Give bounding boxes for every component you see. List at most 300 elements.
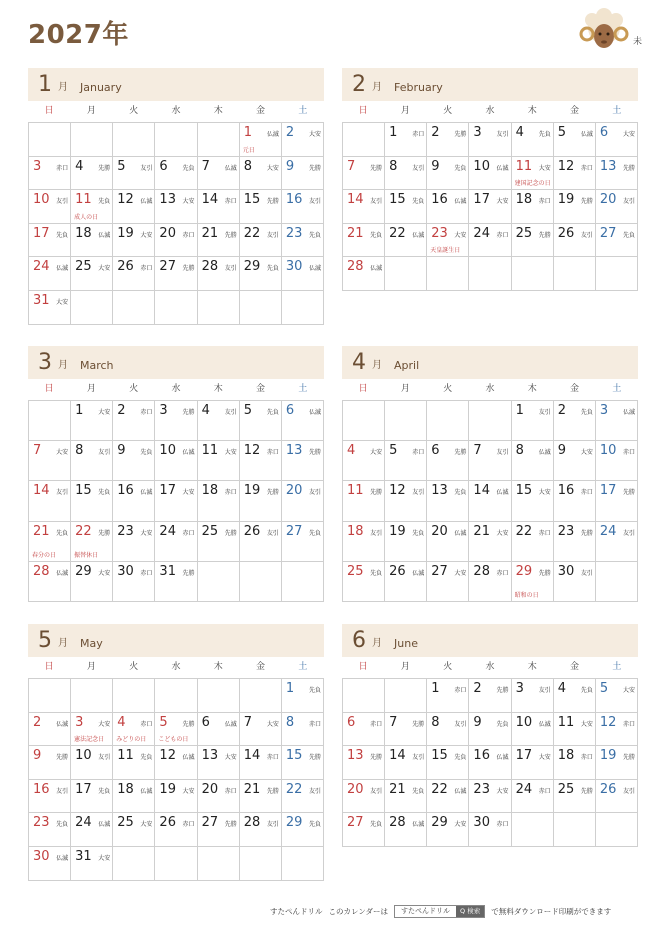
day-number: 26 bbox=[243, 523, 261, 539]
day-cell bbox=[427, 522, 469, 562]
rokuyo-label: 先負 bbox=[580, 687, 593, 694]
rokuyo-label: 仏滅 bbox=[266, 131, 279, 138]
day-cell bbox=[282, 123, 324, 157]
day-cell bbox=[198, 441, 240, 481]
holiday-label: 成人の日 bbox=[74, 213, 99, 221]
day-cell bbox=[427, 157, 469, 191]
weekday-header bbox=[28, 101, 324, 121]
rokuyo-label: 先負 bbox=[308, 821, 321, 829]
rokuyo-label: 先負 bbox=[412, 529, 425, 537]
rokuyo-label: 先負 bbox=[538, 131, 551, 138]
day-cell bbox=[596, 257, 638, 291]
rokuyo-label: 大安 bbox=[454, 231, 467, 239]
day-cell bbox=[240, 481, 282, 521]
rokuyo-label: 赤口 bbox=[266, 754, 279, 762]
month-kanji: 月 bbox=[58, 82, 68, 93]
month-june bbox=[342, 624, 638, 847]
rokuyo-label: 友引 bbox=[412, 164, 425, 172]
day-cell bbox=[469, 813, 511, 847]
rokuyo-label: 先勝 bbox=[538, 569, 551, 577]
rokuyo-label: 先負 bbox=[370, 569, 383, 577]
day-number: 5 bbox=[389, 443, 398, 459]
day-number: 15 bbox=[515, 483, 533, 499]
day-cell bbox=[385, 157, 427, 191]
day-cell bbox=[29, 441, 71, 481]
rokuyo-label: 赤口 bbox=[622, 449, 635, 457]
rokuyo-label: 仏滅 bbox=[496, 489, 509, 497]
day-cell bbox=[385, 224, 427, 258]
rokuyo-label: 赤口 bbox=[370, 720, 383, 728]
rokuyo-label: 先勝 bbox=[308, 449, 321, 457]
day-cell bbox=[71, 679, 113, 713]
day-cell bbox=[427, 562, 469, 602]
day-number: 6 bbox=[347, 714, 356, 730]
rokuyo-label: 先勝 bbox=[454, 449, 467, 457]
rokuyo-label: 先勝 bbox=[454, 131, 467, 138]
day-number: 30 bbox=[33, 848, 50, 864]
day-cell bbox=[282, 441, 324, 481]
day-cell bbox=[427, 813, 469, 847]
day-cell bbox=[385, 746, 427, 780]
rokuyo-label: 先負 bbox=[56, 529, 69, 537]
weekday-label: 火 bbox=[443, 384, 453, 394]
day-cell bbox=[282, 847, 324, 881]
weekday-label: 土 bbox=[298, 384, 308, 394]
holiday-label: 元日 bbox=[242, 146, 255, 154]
rokuyo-label: 赤口 bbox=[538, 198, 551, 206]
day-number: 7 bbox=[389, 714, 398, 730]
rokuyo-label: 先負 bbox=[266, 265, 279, 273]
rokuyo-label: 先負 bbox=[308, 529, 321, 537]
day-number: 24 bbox=[515, 781, 533, 797]
month-header bbox=[28, 68, 324, 101]
day-number: 17 bbox=[473, 192, 490, 208]
day-number: 12 bbox=[557, 158, 575, 174]
day-number: 23 bbox=[557, 523, 575, 539]
rokuyo-label: 友引 bbox=[308, 198, 321, 206]
day-cell bbox=[113, 780, 155, 814]
day-number: 31 bbox=[75, 848, 92, 864]
day-number: 27 bbox=[201, 815, 219, 831]
day-number: 15 bbox=[389, 192, 406, 208]
day-cell bbox=[554, 481, 596, 521]
day-cell bbox=[155, 441, 197, 481]
day-cell bbox=[198, 746, 240, 780]
rokuyo-label: 大安 bbox=[140, 821, 153, 829]
day-number: 27 bbox=[431, 563, 448, 579]
rokuyo-label: 先勝 bbox=[182, 265, 195, 273]
day-cell bbox=[71, 813, 113, 847]
day-cell bbox=[427, 481, 469, 521]
rokuyo-label: 友引 bbox=[370, 787, 383, 795]
day-cell bbox=[554, 713, 596, 747]
day-cell bbox=[240, 847, 282, 881]
rokuyo-label: 先勝 bbox=[182, 569, 195, 577]
rokuyo-label: 赤口 bbox=[224, 787, 237, 795]
weekday-label: 木 bbox=[527, 384, 537, 394]
day-number: 16 bbox=[431, 192, 448, 208]
rokuyo-label: 赤口 bbox=[140, 720, 153, 728]
weekday-label: 土 bbox=[612, 106, 622, 116]
day-cell bbox=[596, 780, 638, 814]
rokuyo-label: 仏滅 bbox=[56, 720, 69, 728]
weekday-header bbox=[28, 379, 324, 399]
rokuyo-label: 先勝 bbox=[496, 687, 509, 694]
day-number: 2 bbox=[117, 403, 126, 418]
day-cell bbox=[554, 746, 596, 780]
day-number: 15 bbox=[243, 192, 261, 208]
month-name: April bbox=[394, 359, 420, 372]
day-cell bbox=[596, 224, 638, 258]
day-cell bbox=[343, 157, 385, 191]
month-name: January bbox=[80, 81, 122, 94]
day-cell bbox=[282, 679, 324, 713]
day-number: 5 bbox=[599, 681, 609, 696]
day-cell bbox=[282, 562, 324, 602]
rokuyo-label: 仏滅 bbox=[412, 821, 425, 829]
rokuyo-label: 友引 bbox=[56, 198, 69, 206]
day-number: 16 bbox=[33, 781, 50, 797]
day-cell bbox=[155, 257, 197, 291]
day-cell bbox=[385, 780, 427, 814]
day-number: 18 bbox=[75, 225, 92, 241]
rokuyo-label: 赤口 bbox=[224, 198, 237, 206]
rokuyo-label: 大安 bbox=[496, 529, 509, 537]
day-cell bbox=[512, 401, 554, 441]
rokuyo-label: 先負 bbox=[140, 449, 153, 457]
day-cell bbox=[198, 813, 240, 847]
day-cell bbox=[198, 679, 240, 713]
day-cell bbox=[427, 679, 469, 713]
rokuyo-label: 赤口 bbox=[412, 449, 425, 457]
rokuyo-label: 赤口 bbox=[580, 164, 593, 172]
rokuyo-label: 先負 bbox=[412, 787, 425, 795]
day-cell bbox=[282, 713, 324, 747]
day-number: 13 bbox=[347, 748, 364, 764]
day-cell bbox=[29, 257, 71, 291]
month-kanji: 月 bbox=[372, 82, 382, 93]
rokuyo-label: 仏滅 bbox=[538, 720, 551, 728]
month-name: February bbox=[394, 81, 443, 94]
day-number: 4 bbox=[201, 403, 210, 418]
day-cell bbox=[29, 813, 71, 847]
rokuyo-label: 仏滅 bbox=[224, 720, 237, 728]
rokuyo-label: 大安 bbox=[182, 198, 195, 206]
rokuyo-label: 先勝 bbox=[370, 489, 383, 497]
day-number: 7 bbox=[33, 443, 42, 459]
day-cell bbox=[469, 562, 511, 602]
day-number: 11 bbox=[557, 714, 575, 730]
day-number: 6 bbox=[599, 125, 609, 140]
day-number: 29 bbox=[285, 815, 303, 831]
day-cell bbox=[71, 224, 113, 258]
day-cell bbox=[282, 813, 324, 847]
day-number: 21 bbox=[473, 523, 490, 539]
day-number: 28 bbox=[33, 563, 50, 579]
month-name: May bbox=[80, 637, 103, 650]
day-number: 6 bbox=[431, 443, 440, 459]
day-cell bbox=[113, 679, 155, 713]
day-cell bbox=[240, 522, 282, 562]
day-number: 16 bbox=[473, 748, 490, 764]
rokuyo-label: 大安 bbox=[98, 409, 111, 416]
rokuyo-label: 赤口 bbox=[454, 687, 467, 694]
rokuyo-label: 大安 bbox=[370, 449, 383, 457]
day-number: 31 bbox=[33, 292, 50, 308]
day-number: 27 bbox=[599, 225, 617, 241]
rokuyo-label: 仏滅 bbox=[224, 164, 237, 172]
day-number: 20 bbox=[431, 523, 448, 539]
day-number: 1 bbox=[431, 681, 440, 696]
day-number: 11 bbox=[347, 483, 364, 499]
rokuyo-label: 大安 bbox=[140, 529, 153, 537]
day-cell bbox=[71, 481, 113, 521]
day-cell bbox=[113, 123, 155, 157]
rokuyo-label: 大安 bbox=[538, 164, 551, 172]
footer bbox=[270, 905, 611, 918]
day-number: 30 bbox=[285, 259, 303, 275]
rokuyo-label: 友引 bbox=[580, 569, 593, 577]
day-cell bbox=[385, 481, 427, 521]
day-cell bbox=[469, 157, 511, 191]
rokuyo-label: 先負 bbox=[98, 198, 111, 206]
day-cell bbox=[29, 190, 71, 224]
day-number: 18 bbox=[515, 192, 533, 208]
holiday-label: 振替休日 bbox=[74, 551, 99, 559]
day-number: 29 bbox=[243, 259, 261, 275]
rokuyo-label: 友引 bbox=[56, 489, 69, 497]
day-number: 10 bbox=[159, 443, 176, 459]
holiday-label: 天皇誕生日 bbox=[430, 247, 461, 255]
month-kanji: 月 bbox=[372, 360, 382, 371]
day-number: 23 bbox=[431, 225, 448, 241]
day-number: 17 bbox=[33, 225, 50, 241]
rokuyo-label: 友引 bbox=[370, 198, 383, 206]
month-number: 4 bbox=[352, 350, 366, 375]
rokuyo-label: 仏滅 bbox=[182, 754, 195, 762]
weekday-label: 水 bbox=[485, 384, 495, 394]
day-cell bbox=[155, 190, 197, 224]
rokuyo-label: 友引 bbox=[56, 787, 69, 795]
holiday-label: 春分の日 bbox=[32, 551, 57, 559]
day-cell bbox=[554, 123, 596, 157]
weekday-header bbox=[342, 657, 638, 677]
day-number: 7 bbox=[201, 158, 210, 174]
rokuyo-label: 仏滅 bbox=[98, 821, 111, 829]
day-cell bbox=[512, 562, 554, 602]
day-cell bbox=[282, 224, 324, 258]
day-cell bbox=[512, 713, 554, 747]
day-cell bbox=[343, 522, 385, 562]
day-number: 4 bbox=[347, 443, 356, 459]
rokuyo-label: 先負 bbox=[266, 409, 279, 416]
weekday-label: 木 bbox=[213, 662, 223, 672]
month-number: 1 bbox=[38, 72, 52, 97]
day-cell bbox=[240, 401, 282, 441]
day-cell bbox=[71, 190, 113, 224]
day-cell bbox=[198, 713, 240, 747]
month-kanji: 月 bbox=[58, 360, 68, 371]
day-number: 8 bbox=[389, 158, 398, 174]
day-number: 14 bbox=[473, 483, 490, 499]
weekday-label: 木 bbox=[527, 662, 537, 672]
weekday-label: 月 bbox=[86, 662, 96, 672]
rokuyo-label: 赤口 bbox=[496, 231, 509, 239]
footer-brand: すたぺんドリル bbox=[270, 907, 323, 916]
rokuyo-label: 赤口 bbox=[308, 720, 321, 728]
day-number: 20 bbox=[599, 192, 617, 208]
month-number: 6 bbox=[352, 628, 366, 653]
day-number: 19 bbox=[159, 781, 176, 797]
day-number: 19 bbox=[117, 225, 134, 241]
day-number: 6 bbox=[285, 403, 295, 418]
day-grid bbox=[342, 678, 638, 847]
day-cell bbox=[282, 190, 324, 224]
rokuyo-label: 赤口 bbox=[580, 489, 593, 497]
day-cell bbox=[113, 522, 155, 562]
day-number: 4 bbox=[515, 125, 524, 140]
weekday-label: 金 bbox=[570, 384, 580, 394]
day-cell bbox=[596, 813, 638, 847]
weekday-label: 土 bbox=[298, 106, 308, 116]
day-number: 11 bbox=[117, 748, 134, 764]
day-cell bbox=[282, 780, 324, 814]
day-cell bbox=[113, 481, 155, 521]
year-title: 2027年 bbox=[28, 20, 129, 50]
day-cell bbox=[385, 679, 427, 713]
day-number: 15 bbox=[285, 748, 303, 764]
rokuyo-label: 先負 bbox=[370, 821, 383, 829]
day-cell bbox=[554, 522, 596, 562]
day-cell bbox=[385, 522, 427, 562]
month-january bbox=[28, 68, 324, 325]
day-cell bbox=[469, 441, 511, 481]
day-cell bbox=[427, 441, 469, 481]
rokuyo-label: 大安 bbox=[266, 720, 279, 728]
day-cell bbox=[343, 713, 385, 747]
rokuyo-label: 先勝 bbox=[182, 720, 195, 728]
rokuyo-label: 赤口 bbox=[56, 164, 69, 172]
day-number: 6 bbox=[159, 158, 168, 174]
day-number: 2 bbox=[431, 125, 440, 140]
rokuyo-label: 先勝 bbox=[580, 529, 593, 537]
day-number: 21 bbox=[347, 225, 364, 241]
day-cell bbox=[29, 562, 71, 602]
day-number: 31 bbox=[159, 563, 176, 579]
day-cell bbox=[198, 224, 240, 258]
rokuyo-label: 仏滅 bbox=[496, 164, 509, 172]
rokuyo-label: 大安 bbox=[496, 787, 509, 795]
day-cell bbox=[282, 257, 324, 291]
day-number: 26 bbox=[389, 563, 406, 579]
day-number: 24 bbox=[75, 815, 92, 831]
rokuyo-label: 赤口 bbox=[538, 529, 551, 537]
day-cell bbox=[71, 522, 113, 562]
rokuyo-label: 赤口 bbox=[140, 265, 153, 273]
rokuyo-label: 大安 bbox=[224, 449, 237, 457]
day-number: 14 bbox=[33, 483, 50, 499]
day-cell bbox=[113, 190, 155, 224]
rokuyo-label: 先負 bbox=[580, 409, 593, 416]
day-cell bbox=[29, 224, 71, 258]
day-number: 30 bbox=[473, 815, 490, 831]
rokuyo-label: 友引 bbox=[98, 754, 111, 762]
rokuyo-label: 友引 bbox=[496, 449, 509, 457]
day-cell bbox=[282, 157, 324, 191]
day-cell bbox=[427, 257, 469, 291]
weekday-label: 木 bbox=[213, 106, 223, 116]
rokuyo-label: 先勝 bbox=[622, 164, 635, 172]
rokuyo-label: 先負 bbox=[182, 164, 195, 172]
day-cell bbox=[71, 780, 113, 814]
day-number: 20 bbox=[285, 483, 303, 499]
day-cell bbox=[240, 123, 282, 157]
weekday-label: 月 bbox=[86, 106, 96, 116]
rokuyo-label: 大安 bbox=[98, 720, 111, 728]
day-cell bbox=[113, 562, 155, 602]
day-cell bbox=[240, 713, 282, 747]
rokuyo-label: 仏滅 bbox=[56, 265, 69, 273]
weekday-label: 金 bbox=[256, 662, 266, 672]
day-number: 3 bbox=[473, 125, 482, 140]
rokuyo-label: 赤口 bbox=[140, 569, 153, 577]
day-number: 12 bbox=[243, 443, 261, 459]
day-cell bbox=[385, 123, 427, 157]
day-cell bbox=[71, 847, 113, 881]
day-number: 22 bbox=[389, 225, 406, 241]
day-cell bbox=[29, 481, 71, 521]
day-cell bbox=[427, 123, 469, 157]
rokuyo-label: 仏滅 bbox=[370, 265, 383, 273]
day-number: 13 bbox=[285, 443, 303, 459]
day-cell bbox=[596, 123, 638, 157]
day-cell bbox=[155, 123, 197, 157]
day-cell bbox=[198, 780, 240, 814]
day-cell bbox=[198, 481, 240, 521]
day-number: 19 bbox=[599, 748, 617, 764]
day-cell bbox=[29, 123, 71, 157]
day-cell bbox=[113, 224, 155, 258]
day-number: 8 bbox=[431, 714, 440, 730]
rokuyo-label: 友引 bbox=[266, 821, 279, 829]
month-header bbox=[28, 346, 324, 379]
rokuyo-label: 友引 bbox=[412, 754, 425, 762]
day-cell bbox=[113, 746, 155, 780]
day-number: 13 bbox=[431, 483, 448, 499]
day-cell bbox=[427, 780, 469, 814]
day-number: 17 bbox=[515, 748, 533, 764]
day-cell bbox=[512, 481, 554, 521]
day-cell bbox=[427, 713, 469, 747]
weekday-label: 水 bbox=[485, 106, 495, 116]
rokuyo-label: 大安 bbox=[308, 131, 321, 138]
day-number: 24 bbox=[599, 523, 617, 539]
rokuyo-label: 仏滅 bbox=[454, 787, 467, 795]
day-cell bbox=[596, 190, 638, 224]
weekday-label: 水 bbox=[485, 662, 495, 672]
rokuyo-label: 先勝 bbox=[224, 821, 237, 829]
rokuyo-label: 仏滅 bbox=[140, 489, 153, 497]
rokuyo-label: 友引 bbox=[308, 489, 321, 497]
day-number: 11 bbox=[515, 158, 533, 174]
weekday-label: 月 bbox=[86, 384, 96, 394]
day-number: 13 bbox=[159, 192, 176, 208]
rokuyo-label: 赤口 bbox=[622, 720, 635, 728]
day-number: 3 bbox=[159, 403, 168, 418]
rokuyo-label: 友引 bbox=[538, 687, 551, 694]
weekday-label: 日 bbox=[358, 662, 368, 672]
day-grid bbox=[28, 678, 324, 881]
